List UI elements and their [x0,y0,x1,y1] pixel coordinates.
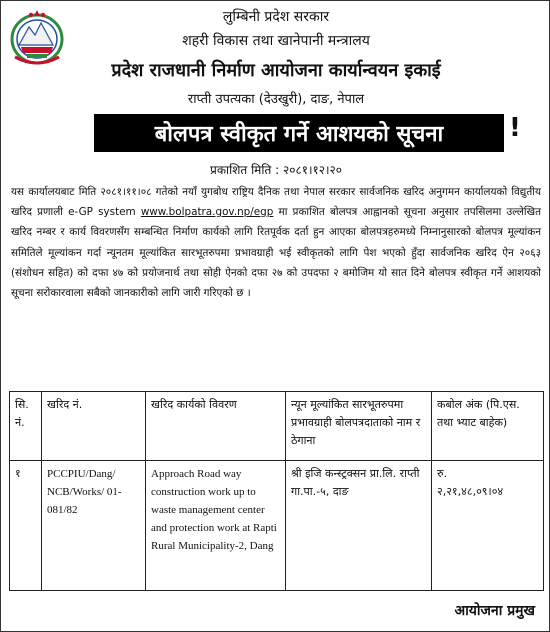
office-title: प्रदेश राजधानी निर्माण आयोजना कार्यान्वयन इकाई [111,60,441,81]
cell-procurement-no: PCCPIU/Dang/ NCB/Works/ 01-081/82 [42,461,146,591]
office-address: राप्ती उपत्यका (देउखुरी), दाङ, नेपाल [187,92,365,107]
cell-amount [432,461,544,591]
cell-bidder: श्री इजि कन्स्ट्रक्सन प्रा.लि. राप्ती गा.पा.-५, दाङ [286,461,432,591]
header-bidder: न्यून मूल्यांकित सारभूतरुपमा प्रभावग्राही बोलपत्रदाताको नाम र ठेगाना [286,392,432,461]
header-sn: सि. नं. [10,392,42,461]
province-government-title: लुम्बिनी प्रदेश सरकार [222,9,330,25]
table-row [10,461,544,591]
body-text-part-1: यस कार्यालयबाट मिति २०८१।११।०८ गतेको नयाँ युगबोध राष्ट्रिय दैनिक तथा नेपाल सरकार सार्वजनिक खरिद अनुगमन कार्यालयको विद्युतीय खरिद प्रणाली e-GP system [11,186,541,219]
header-procurement-no: खरिद नं. [42,392,146,461]
egp-link[interactable]: www.bolpatra.gov.np/egp [140,206,274,219]
published-date: प्रकाशित मिति : २०८१।१२।२० [210,163,342,177]
header-amount: कबोल अंक (पि.एस. तथा भ्याट बाहेक) [432,392,544,461]
amount-currency: रु. [437,467,448,480]
header-description: खरिद कार्यको विवरण [146,392,286,461]
notice-title-banner [94,114,504,152]
ministry-title: शहरी विकास तथा खानेपानी मन्त्रालय [182,33,370,49]
notice-title: बोलपत्र स्वीकृत गर्ने आशयको सूचना [154,122,444,147]
amount-value: २,२१,४८,०९।०४ [437,485,504,498]
notice-body [11,182,541,303]
body-text-part-2: मा प्रकाशित बोलपत्र आह्वानको सूचना अनुसार तपसिलमा उल्लेखित खरिद नम्बर र कार्य विवरणसँग सम्बन्धित निर्माण कार्यको लागि रितपूर्वक दर्ता हुन आएका बोलपत्रहरुमध्ये निम्नानुसारको बोलपत्र मूल्यांकन समितिले मूल्यांकन गर्दा न्यूनतम मूल्यांकित सारभूतरुपमा प्रभावग्राही भई स्वीकृतको लागि पेश भएको हुँदा सार्वजनिक खरिद ऐन २०६३ (संशोधन सहित) को दफा ४७ को प्रयोजनार्थ तथा सोही ऐनको दफा २७ को उपदफा २ बमोजिम यो सात दिने बोलपत्र स्वीकृत गर्ने आशयको सूचना सरोकारवाला सबैको जानकारीको लागि जारी गरिएको छ । [11,206,541,300]
cell-sn: १ [10,461,42,591]
table-header-row [10,392,544,461]
signature-title: आयोजना प्रमुख [454,603,535,619]
cell-description: Approach Road way construction work up to waste management center and protection work at Rapti Rural Municipality-2, Dang [146,461,286,591]
bid-table [9,391,544,591]
notice-exclamation: ! [509,113,521,143]
